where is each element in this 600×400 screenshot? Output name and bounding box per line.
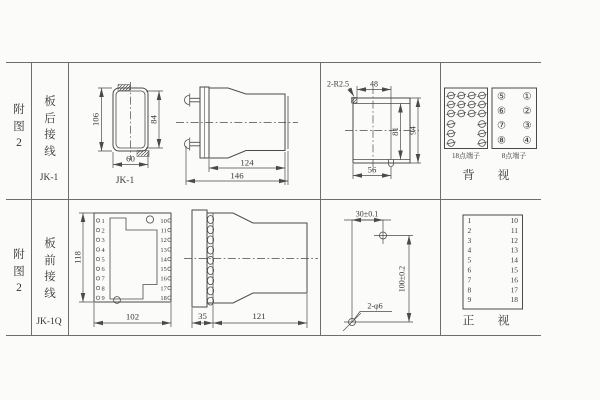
- terminal-map-numbers: [468, 216, 519, 304]
- terminal-number: 12: [510, 235, 518, 245]
- terminal-number: 8: [101, 285, 105, 293]
- terminal-number: 11: [510, 225, 518, 235]
- table-grid: [6, 63, 541, 336]
- terminal-number: 17: [160, 285, 167, 293]
- row-rear-figure-label: 附图2: [13, 104, 25, 150]
- rear-terminal-view: [445, 88, 537, 182]
- terminal-number: 6: [101, 266, 105, 274]
- panel-cutout-drawing: [327, 80, 421, 180]
- terminal-number: 14: [160, 256, 167, 264]
- front-view-caption: 正 视: [462, 313, 520, 328]
- terminal-bolt: [185, 138, 201, 151]
- screw-terminal: [446, 92, 455, 99]
- front-wiring-side-view: [184, 210, 318, 328]
- dim-height: 106: [90, 112, 101, 127]
- terminal-number: 4: [101, 246, 105, 254]
- terminal-number: 6: [467, 265, 472, 275]
- terminal-number-circled: ⑥: [497, 106, 506, 118]
- terminal-number: 2: [101, 227, 105, 235]
- terminal-number: 5: [101, 256, 105, 264]
- terminal-number: 16: [160, 275, 167, 283]
- terminal-number: 7: [467, 275, 472, 285]
- row-front-figure-label: 附图2: [13, 249, 25, 295]
- row-rear-model: JK-1: [39, 173, 59, 183]
- terminal-number: 12: [160, 237, 167, 245]
- front-panel-terminals: [96, 218, 171, 302]
- circled-terminals: [497, 92, 532, 147]
- screw-terminal: [446, 121, 455, 128]
- row-rear-wiring-type: 板后接线: [44, 96, 56, 159]
- terminal-number: 13: [160, 246, 167, 254]
- hole-note: 2-φ6: [367, 301, 383, 311]
- corner-notch: [352, 98, 358, 104]
- dim-width: 102: [125, 311, 140, 322]
- screw-terminal: [446, 140, 455, 147]
- terminal-number: 1: [467, 216, 472, 225]
- dim-top-width: 48: [370, 79, 378, 89]
- terminal-number: 3: [467, 235, 472, 245]
- screw-terminal: [446, 110, 455, 117]
- terminal-number: 4: [467, 245, 472, 255]
- terminal-number-circled: ⑧: [497, 135, 506, 147]
- terminal-number: 15: [160, 266, 167, 274]
- dim-panel-depth: 35: [198, 311, 207, 321]
- screw-terminal: [446, 130, 455, 137]
- view-caption: JK-1: [115, 176, 135, 186]
- screw-terminal: [477, 110, 486, 117]
- screw-terminal: [457, 101, 466, 108]
- terminal-number: 2: [467, 225, 472, 235]
- terminal-block-8-label: 8点端子: [501, 152, 527, 160]
- dim-window-height: 84: [148, 115, 159, 124]
- screw-terminal: [467, 101, 476, 108]
- rear-wiring-front-view: [91, 82, 164, 186]
- terminal-number: 15: [510, 265, 518, 275]
- corner-radius-note: 2-R2.5: [327, 79, 349, 89]
- terminal-number-circled: ⑤: [497, 91, 506, 103]
- terminal-number: 17: [510, 285, 518, 295]
- terminal-number: 8: [467, 285, 472, 295]
- screw-terminal: [477, 101, 486, 108]
- dim-body-length: 121: [252, 311, 266, 321]
- terminal-number: 10: [160, 217, 167, 225]
- dim-height: 118: [72, 251, 83, 264]
- terminal-block-18-label: 18点端子: [452, 152, 480, 160]
- screw-terminal: [457, 92, 466, 99]
- mounting-hole: [146, 216, 153, 223]
- row-front-model: JK-1Q: [36, 317, 62, 327]
- dim-vertical: 100±0.2: [397, 265, 407, 293]
- terminal-number-circled: ①: [522, 91, 532, 103]
- screw-terminal: [446, 101, 455, 108]
- rear-wiring-side-view: [176, 87, 298, 185]
- mounting-lug-hatch: [118, 85, 130, 91]
- dim-bottom-width: 56: [367, 164, 377, 175]
- screw-terminal: [477, 130, 486, 137]
- row-front-wiring-type: 板前接线: [44, 238, 56, 301]
- terminal-number: 18: [160, 295, 167, 302]
- terminal-number-circled: ④: [522, 135, 532, 147]
- dim-horizontal: 30±0.1: [355, 209, 379, 219]
- screw-terminal: [477, 121, 486, 128]
- screw-grid-18: [446, 92, 486, 146]
- front-wiring-front-view: [73, 213, 172, 327]
- terminal-number: 10: [510, 216, 518, 225]
- terminal-number: 3: [101, 237, 105, 245]
- terminal-number: 18: [510, 295, 518, 305]
- dim-inner-height: 81: [390, 127, 400, 136]
- terminal-number: 1: [101, 217, 105, 225]
- screw-terminal: [477, 140, 486, 147]
- screw-terminal: [457, 110, 466, 117]
- terminal-number: 5: [467, 255, 472, 265]
- dim-width: 60: [126, 153, 135, 164]
- terminal-bolt: [185, 94, 201, 107]
- dim-total-length: 146: [230, 170, 244, 181]
- screw-terminal: [477, 92, 486, 99]
- terminal-number: 13: [510, 245, 518, 255]
- terminal-number: 9: [101, 295, 105, 302]
- terminal-number: 7: [101, 275, 105, 283]
- screw-terminal: [467, 110, 476, 117]
- drill-plan: [343, 210, 413, 332]
- terminal-number-circled: ②: [522, 106, 532, 118]
- terminal-number: 16: [510, 275, 518, 285]
- terminal-number: 14: [510, 255, 518, 265]
- terminal-number-circled: ⑦: [497, 120, 506, 132]
- screw-terminal: [467, 92, 476, 99]
- dim-body-length: 124: [240, 157, 254, 168]
- terminal-number: 9: [467, 295, 472, 305]
- terminal-number: 11: [160, 227, 167, 235]
- dim-outer-height: 94: [407, 126, 418, 135]
- terminal-number-circled: ③: [522, 120, 532, 132]
- mounting-lug-hatch: [137, 151, 149, 157]
- front-view-terminal-map: [462, 215, 522, 328]
- rear-view-caption: 背 视: [462, 168, 520, 182]
